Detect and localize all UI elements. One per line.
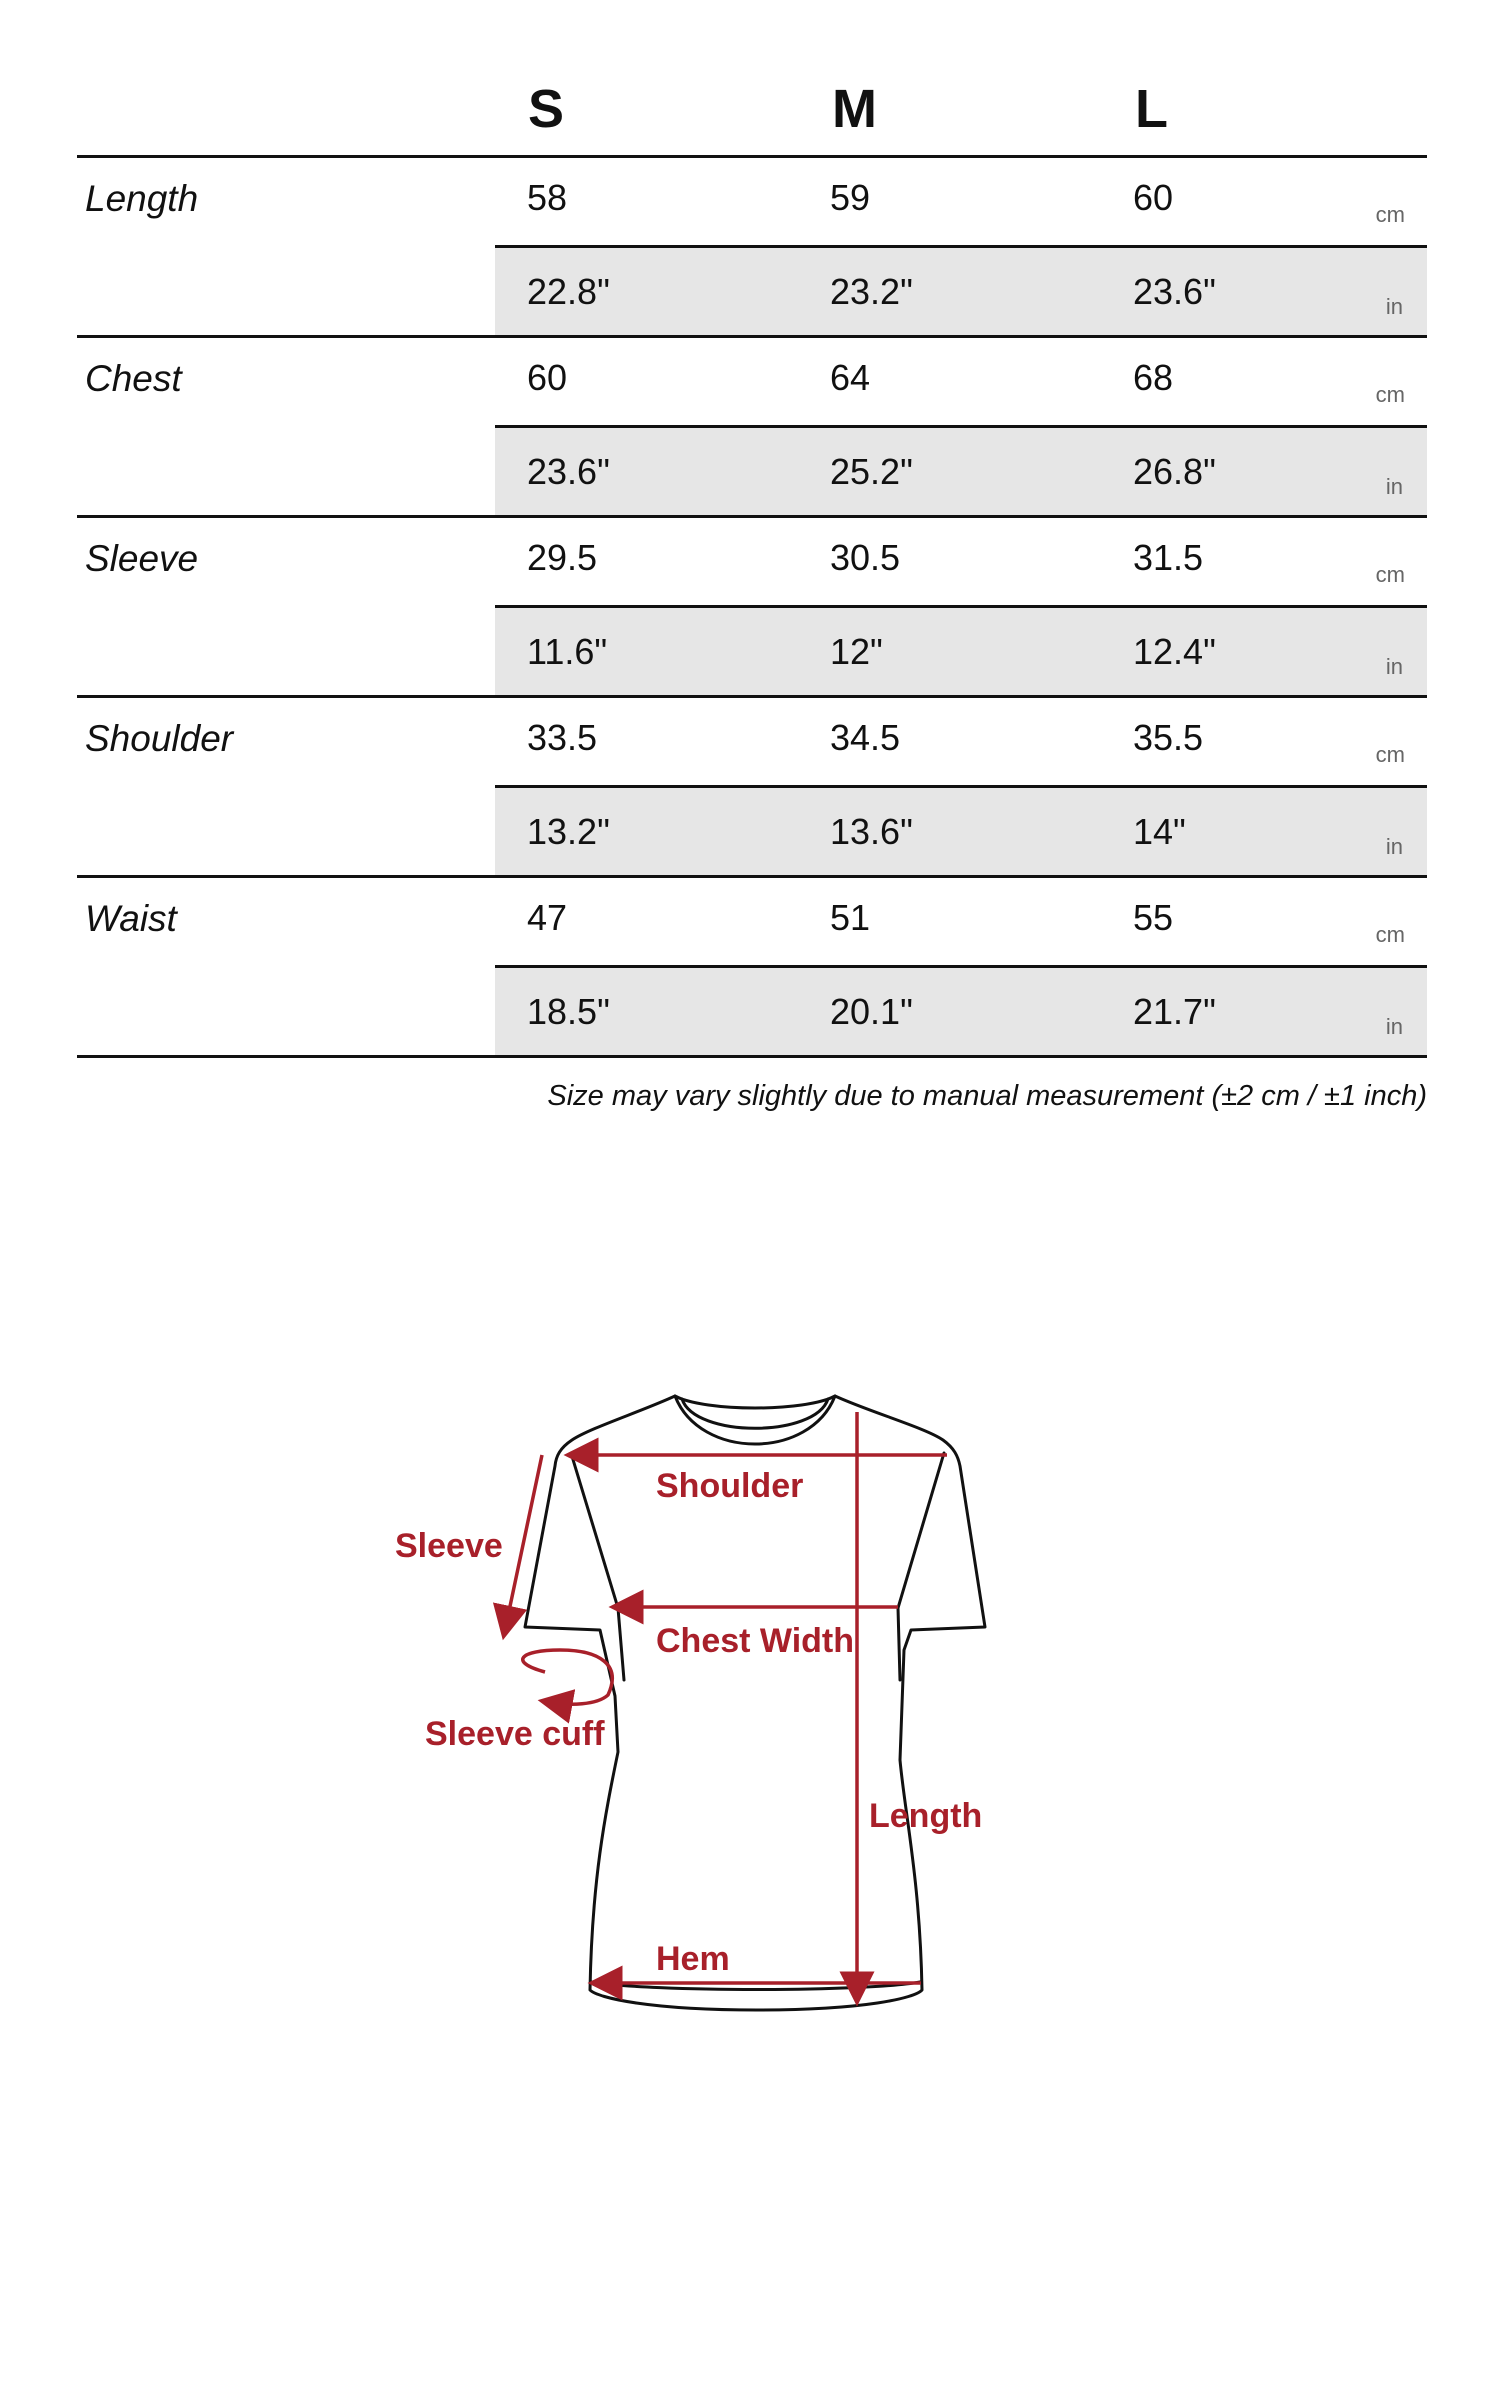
unit-in: in bbox=[1385, 474, 1403, 499]
cm-value-s: 60 bbox=[527, 357, 568, 398]
in-value-s: 22.8" bbox=[527, 271, 610, 312]
chest-width-label: Chest Width bbox=[656, 1622, 855, 1660]
size-header-m: M bbox=[832, 79, 877, 139]
cm-value-m: 59 bbox=[830, 177, 871, 218]
sleeve-cuff-label: Sleeve cuff bbox=[425, 1715, 605, 1753]
in-value-m: 13.6" bbox=[830, 811, 913, 852]
cm-value-m: 51 bbox=[830, 897, 871, 938]
measurement-label: Chest bbox=[85, 358, 182, 399]
sleeve-arrow bbox=[505, 1455, 542, 1630]
sleeve-cuff-arrow bbox=[523, 1650, 612, 1704]
in-value-m: 25.2" bbox=[830, 451, 913, 492]
shoulder-label: Shoulder bbox=[656, 1467, 804, 1505]
cm-value-s: 58 bbox=[527, 177, 568, 218]
size-header-s: S bbox=[528, 79, 565, 139]
cm-value-s: 47 bbox=[527, 897, 568, 938]
collar-top bbox=[675, 1396, 835, 1408]
in-value-l: 12.4" bbox=[1133, 631, 1216, 672]
cm-value-l: 60 bbox=[1133, 177, 1174, 218]
hem-label: Hem bbox=[656, 1940, 730, 1978]
in-value-l: 14" bbox=[1133, 811, 1186, 852]
cm-value-s: 29.5 bbox=[527, 537, 598, 578]
in-value-s: 23.6" bbox=[527, 451, 610, 492]
cm-value-m: 34.5 bbox=[830, 717, 901, 758]
cm-value-s: 33.5 bbox=[527, 717, 598, 758]
unit-cm: cm bbox=[1375, 742, 1405, 767]
unit-in: in bbox=[1385, 654, 1403, 679]
measurement-note: Size may vary slightly due to manual measurement (±2 cm / ±1 inch) bbox=[547, 1080, 1427, 1112]
in-value-s: 11.6" bbox=[527, 631, 608, 672]
unit-cm: cm bbox=[1375, 202, 1405, 227]
cm-value-l: 31.5 bbox=[1133, 537, 1204, 578]
unit-in: in bbox=[1385, 1014, 1403, 1039]
cm-value-m: 30.5 bbox=[830, 537, 901, 578]
size-header-l: L bbox=[1135, 79, 1168, 139]
unit-cm: cm bbox=[1375, 382, 1405, 407]
sleeve-seam-left bbox=[571, 1453, 624, 1680]
in-value-m: 12" bbox=[830, 631, 883, 672]
in-value-l: 21.7" bbox=[1133, 991, 1216, 1032]
in-value-s: 13.2" bbox=[527, 811, 610, 852]
unit-in: in bbox=[1385, 834, 1403, 859]
in-value-m: 23.2" bbox=[830, 271, 913, 312]
cm-value-l: 55 bbox=[1133, 897, 1174, 938]
sleeve-label: Sleeve bbox=[395, 1527, 503, 1565]
measurement-label: Length bbox=[85, 178, 199, 219]
unit-cm: cm bbox=[1375, 562, 1405, 587]
in-value-l: 26.8" bbox=[1133, 451, 1216, 492]
cm-value-m: 64 bbox=[830, 357, 871, 398]
unit-in: in bbox=[1385, 294, 1403, 319]
measurement-label: Sleeve bbox=[85, 538, 199, 579]
in-value-m: 20.1" bbox=[830, 991, 913, 1032]
unit-cm: cm bbox=[1375, 922, 1405, 947]
length-label: Length bbox=[869, 1797, 983, 1835]
cm-value-l: 68 bbox=[1133, 357, 1174, 398]
cm-value-l: 35.5 bbox=[1133, 717, 1204, 758]
in-value-l: 23.6" bbox=[1133, 271, 1216, 312]
in-value-s: 18.5" bbox=[527, 991, 610, 1032]
measurement-label: Shoulder bbox=[85, 718, 234, 759]
measurement-label: Waist bbox=[85, 898, 177, 939]
